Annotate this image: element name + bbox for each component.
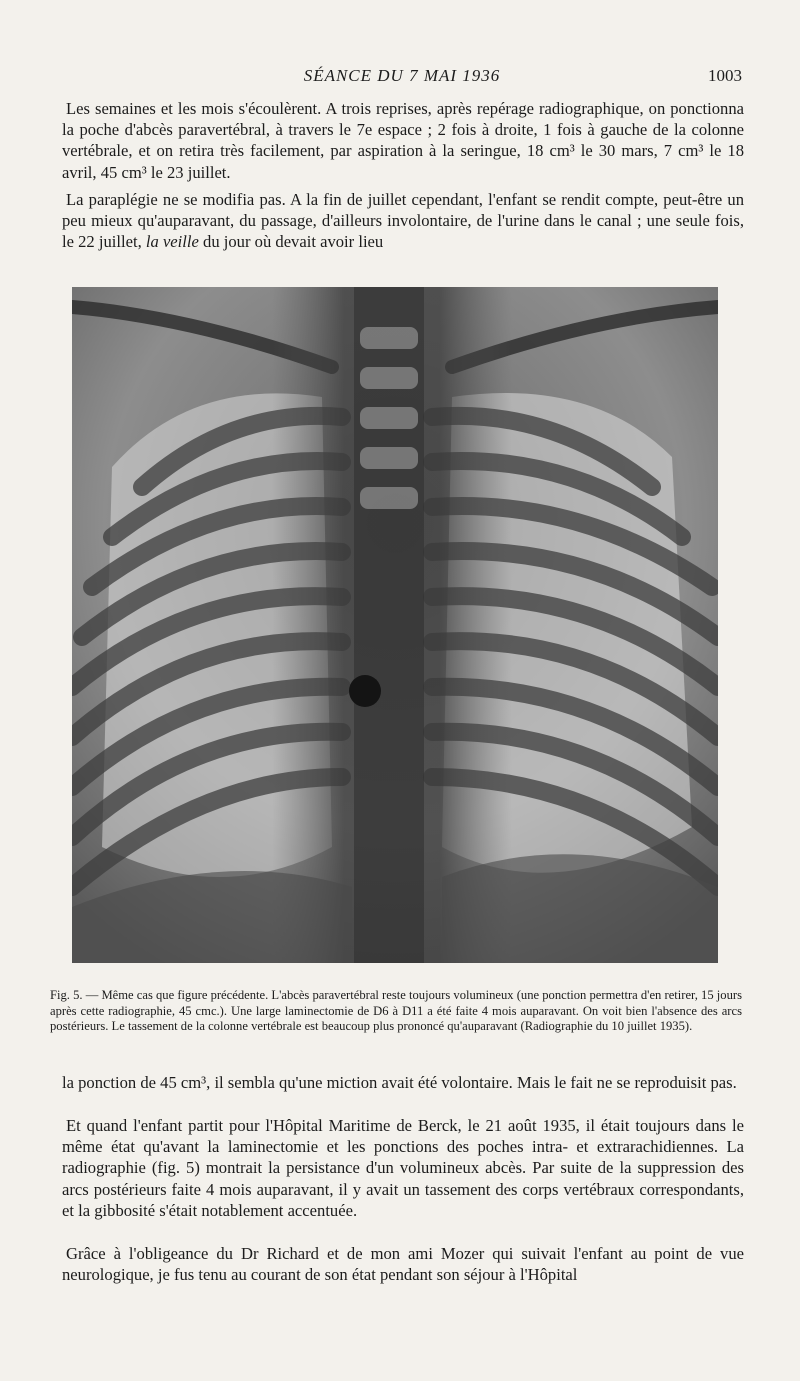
paragraph: Et quand l'enfant partit pour l'Hôpital Maritime de Berck, le 21 août 1935, il était toujours dans le même état qu'avant la laminectomie et les ponctions des poches intra- et extrarachidiennes. La radiographie (fig. 5) montrait la persistance d'un volumineux abcès. Par suite de la suppression des arcs postérieurs faite 4 mois auparavant, il y avait un tassement des corps vertébraux correspondants, et la gibbosité s'était notablement accentuée. [62,1116,744,1220]
paragraph: la ponction de 45 cm³, il sembla qu'une miction avait été volontaire. Mais le fait ne se reproduisit pas. [62,1073,737,1092]
radiograph-figure [72,287,718,963]
figure-caption: Fig. 5. — Même cas que figure précédente. L'abcès paravertébral reste toujours volumineux (une ponction permettra d'en retirer, 15 jours après cette radiographie, 45 cmc.). Une large laminectomie de D6 à D11 a été faite 4 mois auparavant. On voit bien l'absence des arcs postérieurs. Le tassement de la colonne vertébrale est beaucoup plus prononcé qu'auparavant (Radiographie du 10 juillet 1935). [50,988,742,1034]
running-header [62,66,742,90]
page-number: 1003 [708,66,742,85]
paragraph: La paraplégie ne se modifia pas. A la fin de juillet cependant, l'enfant se rendit compte, peut-être un peu mieux qu'auparavant, du passage, d'ailleurs involontaire, de l'urine dans le canal ; une seule fois, le 22 juillet, la veille du jour où devait avoir lieu [62,190,744,252]
paragraph: Les semaines et les mois s'écoulèrent. A trois reprises, après repérage radiographique, on ponctionna la poche d'abcès paravertébral, à travers le 7e espace ; 2 fois à droite, 1 fois à gauche de la colonne vertébrale, et on retira très facilement, par aspiration à la seringue, 18 cm³ le 30 mars, 7 cm³ le 18 avril, 45 cm³ le 23 juillet. [62,99,744,182]
chest-radiograph-image [72,287,718,963]
italic-phrase: la veille [145,232,199,252]
paragraph: Grâce à l'obligeance du Dr Richard et de mon ami Mozer qui suivait l'enfant au point de vue neurologique, je fus tenu au courant de son état pendant son séjour à l'Hôpital [62,1244,744,1285]
page-header-title: SÉANCE DU 7 MAI 1936 [303,66,501,85]
